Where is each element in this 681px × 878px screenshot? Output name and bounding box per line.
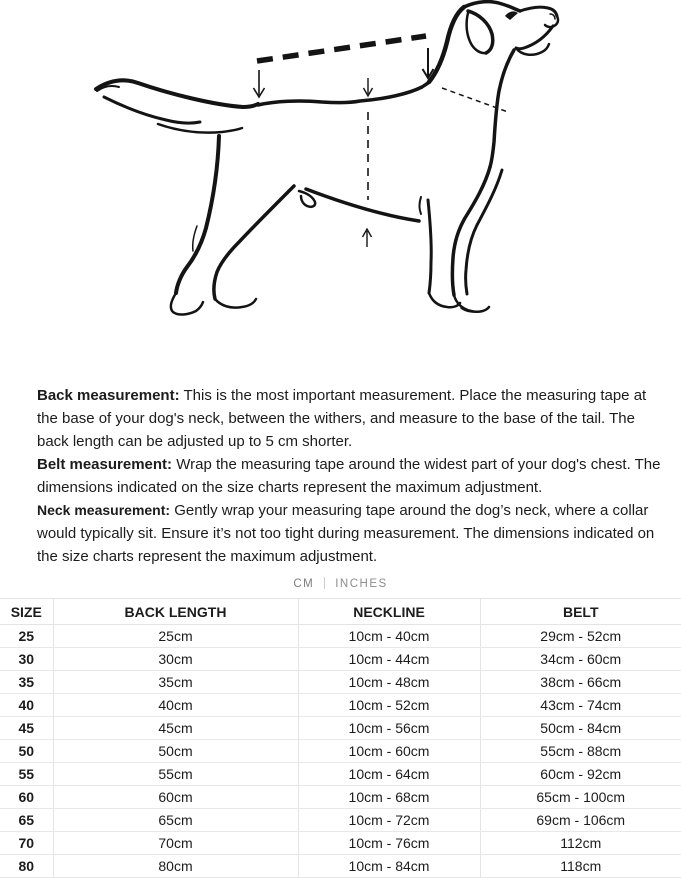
back-measurement-paragraph (37, 384, 661, 453)
belt-cell: 34cm - 60cm (480, 648, 681, 671)
size-cell: 35 (0, 671, 53, 694)
dog-outline (96, 2, 558, 315)
neckline-cell: 10cm - 44cm (298, 648, 480, 671)
size-cell: 70 (0, 832, 53, 855)
back-measurement-line (254, 36, 434, 97)
neckline-cell: 10cm - 48cm (298, 671, 480, 694)
back-length-cell: 70cm (53, 832, 298, 855)
table-row (0, 671, 681, 694)
size-table-header-row (0, 599, 681, 625)
belt-cell: 60cm - 92cm (480, 763, 681, 786)
belt-cell: 29cm - 52cm (480, 625, 681, 648)
measurement-instructions (0, 372, 681, 568)
table-row (0, 763, 681, 786)
belt-measurement-paragraph (37, 453, 661, 499)
neckline-cell: 10cm - 68cm (298, 786, 480, 809)
table-row (0, 740, 681, 763)
size-table (0, 598, 681, 878)
back-length-cell: 55cm (53, 763, 298, 786)
dog-eye (505, 11, 518, 20)
unit-divider (324, 577, 325, 589)
belt-measurement-line (363, 78, 373, 247)
belt-cell: 69cm - 106cm (480, 809, 681, 832)
table-row (0, 855, 681, 878)
neckline-cell: 10cm - 60cm (298, 740, 480, 763)
neckline-cell: 10cm - 76cm (298, 832, 480, 855)
header-belt: BELT (480, 599, 681, 625)
table-row (0, 832, 681, 855)
size-cell: 30 (0, 648, 53, 671)
neck-measurement-text: Gently wrap your measuring tape around the dog’s neck, where a collar would typically sit. Ensure it’s not too tight during measurement. The dimensions indicated on the size charts represent the maximum adjustment. (37, 502, 655, 565)
back-length-cell: 65cm (53, 809, 298, 832)
size-cell: 40 (0, 694, 53, 717)
dog-measurement-diagram (0, 0, 681, 372)
table-row (0, 786, 681, 809)
back-measurement-text: This is the most important measurement. Place the measuring tape at the base of your dog's neck, between the withers, and measure to the base of the tail. The back length can be adjusted up to 5 cm shorter. (37, 387, 647, 450)
belt-measurement-text: Wrap the measuring tape around the widest part of your dog's chest. The dimensions indicated on the size charts represent the maximum adjustment. (37, 456, 661, 496)
size-cell: 45 (0, 717, 53, 740)
table-row (0, 717, 681, 740)
size-cell: 65 (0, 809, 53, 832)
back-length-cell: 40cm (53, 694, 298, 717)
neckline-cell: 10cm - 56cm (298, 717, 480, 740)
belt-cell: 50cm - 84cm (480, 717, 681, 740)
unit-inches-button[interactable]: INCHES (335, 578, 388, 590)
belt-cell: 43cm - 74cm (480, 694, 681, 717)
header-back-length: BACK LENGTH (53, 599, 298, 625)
neckline-cell: 10cm - 64cm (298, 763, 480, 786)
back-length-cell: 35cm (53, 671, 298, 694)
neck-measurement-paragraph (37, 499, 661, 568)
back-length-cell: 80cm (53, 855, 298, 878)
header-size: SIZE (0, 599, 53, 625)
belt-cell: 112cm (480, 832, 681, 855)
back-length-cell: 60cm (53, 786, 298, 809)
back-length-cell: 25cm (53, 625, 298, 648)
belt-cell: 55cm - 88cm (480, 740, 681, 763)
back-measurement-title: Back measurement: (37, 387, 180, 404)
back-length-cell: 30cm (53, 648, 298, 671)
neck-measurement-title: Neck measurement: (37, 502, 171, 518)
table-row (0, 648, 681, 671)
table-row (0, 625, 681, 648)
belt-cell: 38cm - 66cm (480, 671, 681, 694)
size-cell: 55 (0, 763, 53, 786)
size-cell: 25 (0, 625, 53, 648)
neckline-cell: 10cm - 72cm (298, 809, 480, 832)
back-length-cell: 50cm (53, 740, 298, 763)
size-cell: 60 (0, 786, 53, 809)
neckline-cell: 10cm - 84cm (298, 855, 480, 878)
unit-toggle (0, 577, 681, 590)
neckline-cell: 10cm - 52cm (298, 694, 480, 717)
size-cell: 50 (0, 740, 53, 763)
size-cell: 80 (0, 855, 53, 878)
belt-cell: 118cm (480, 855, 681, 878)
belt-cell: 65cm - 100cm (480, 786, 681, 809)
table-row (0, 809, 681, 832)
neckline-cell: 10cm - 40cm (298, 625, 480, 648)
table-row (0, 694, 681, 717)
belt-measurement-title: Belt measurement: (37, 456, 173, 473)
back-length-cell: 45cm (53, 717, 298, 740)
unit-cm-button[interactable]: CM (293, 578, 315, 590)
dog-illustration (0, 0, 681, 372)
header-neckline: NECKLINE (298, 599, 480, 625)
